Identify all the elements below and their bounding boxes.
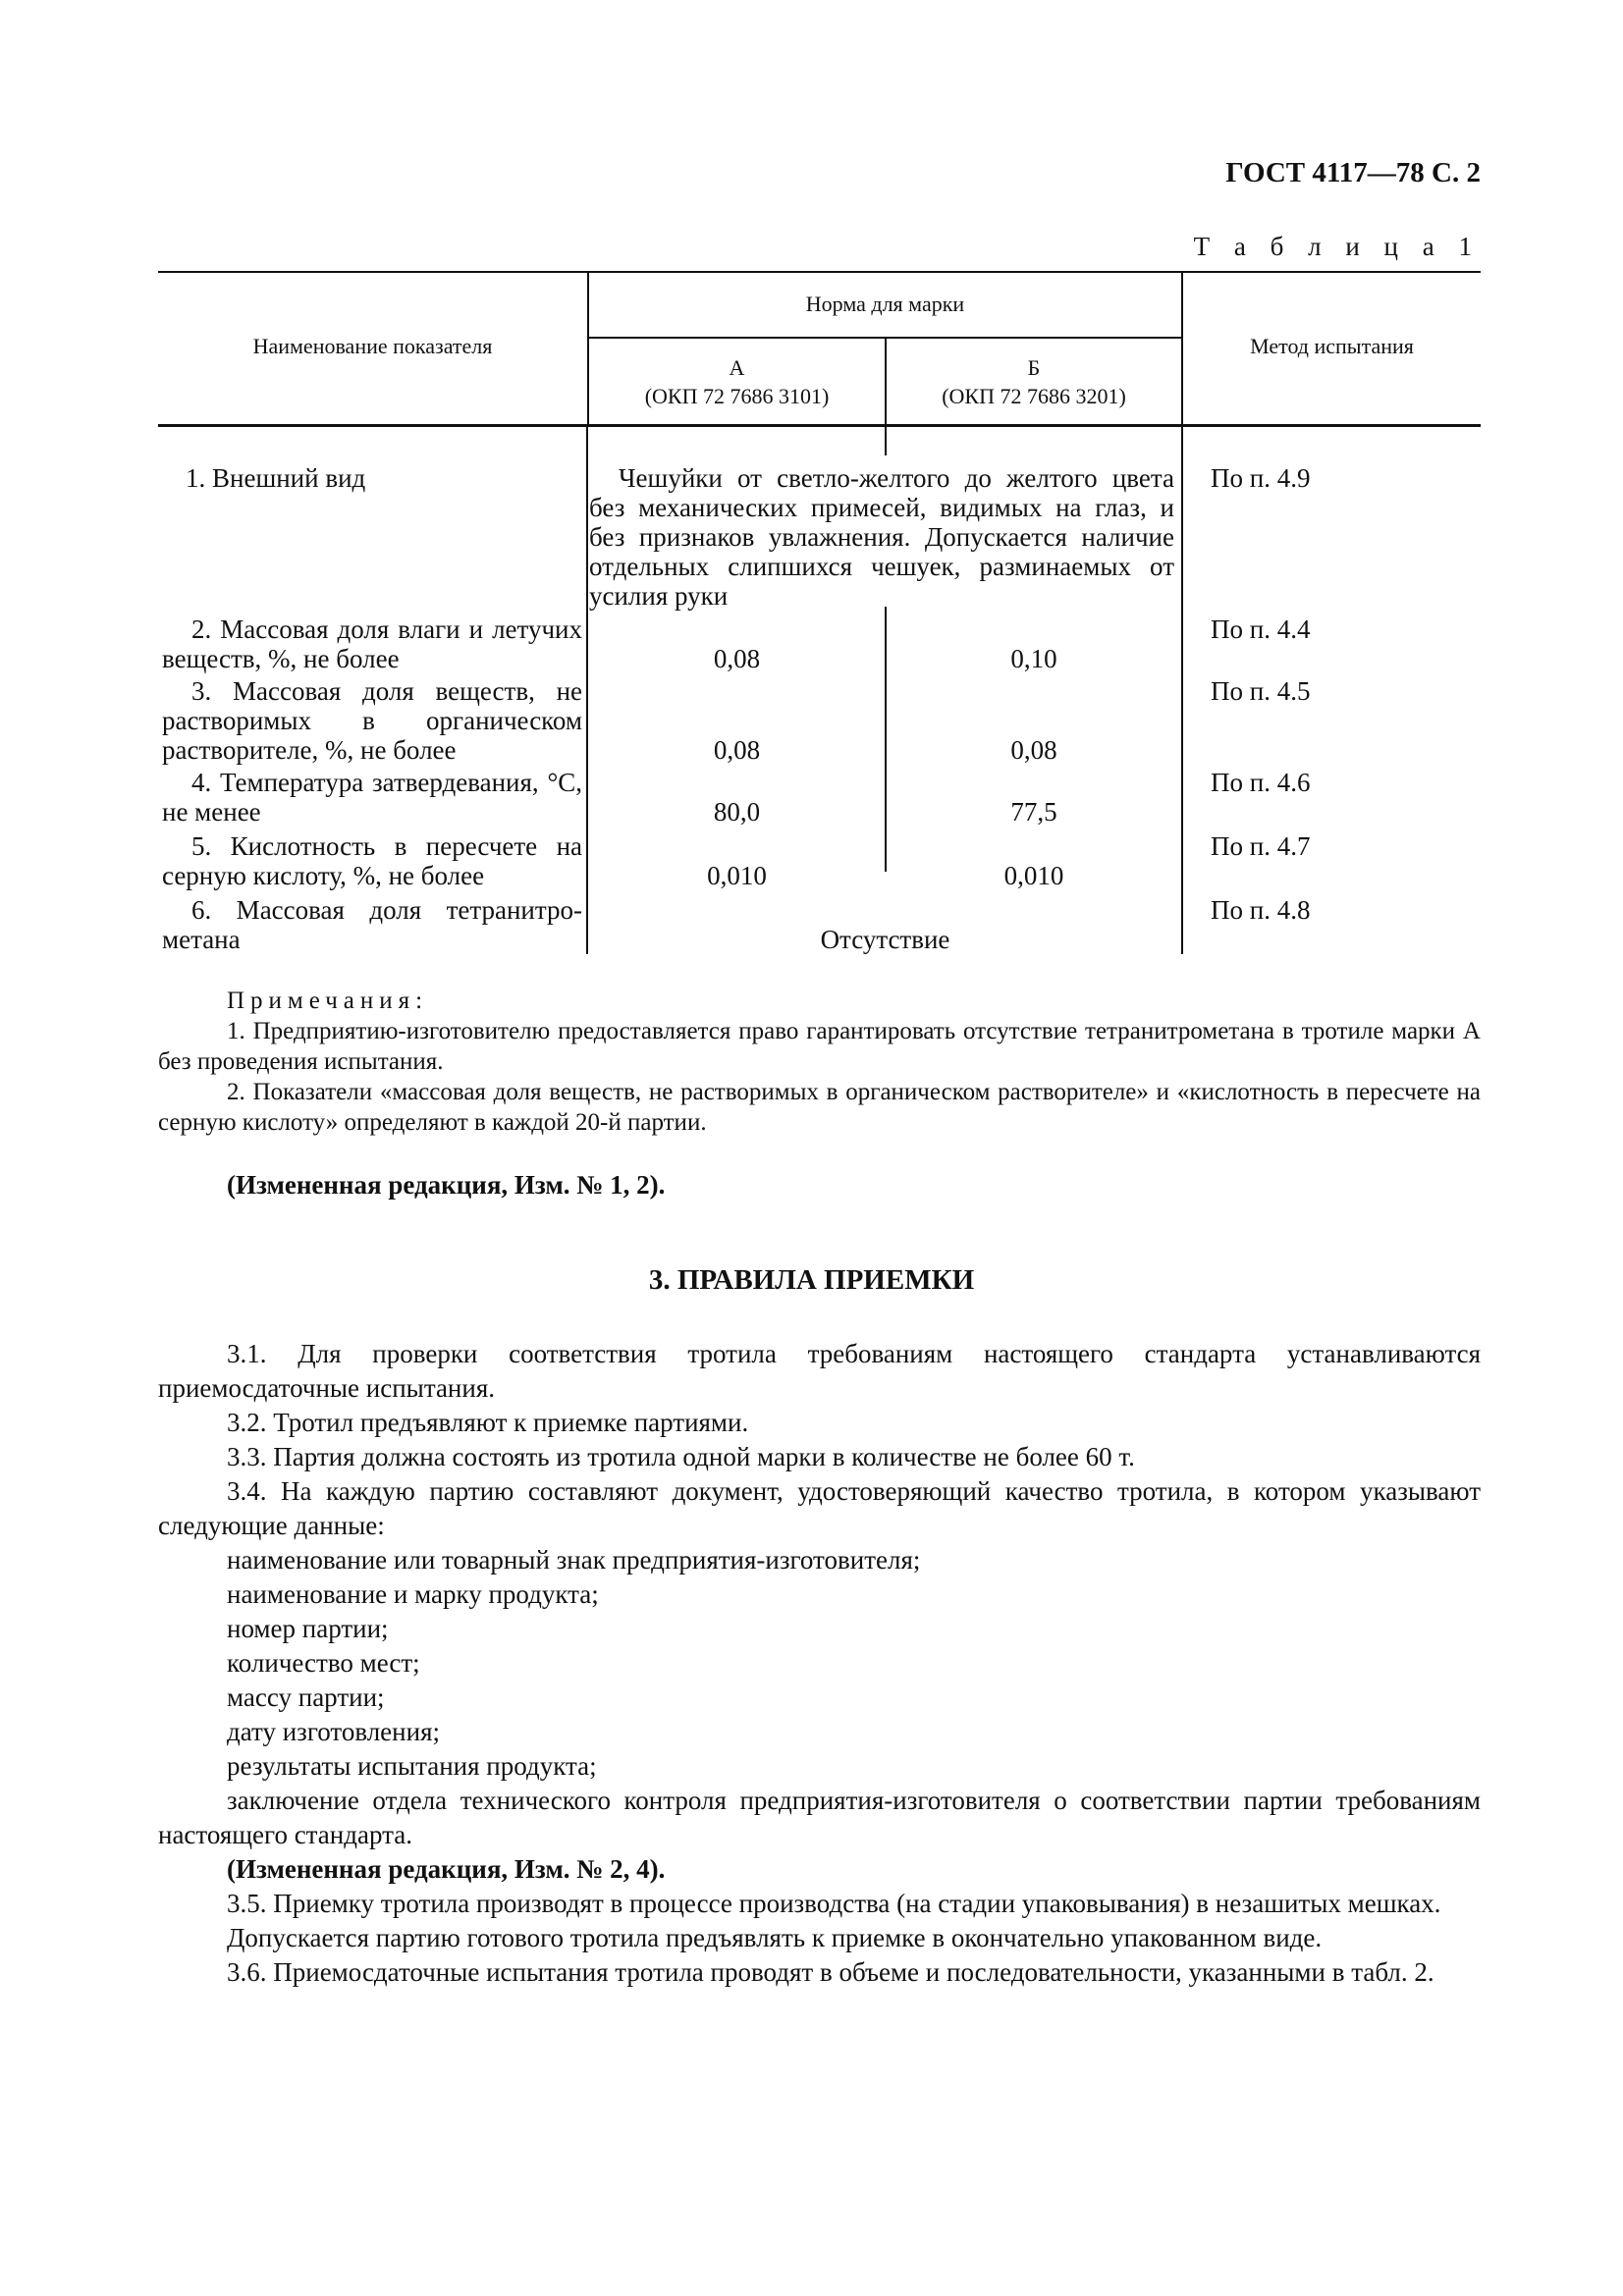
row3-value-a: 0,08 [713, 735, 761, 765]
header-norm: Норма для марки [805, 292, 965, 316]
header-indicator-name: Наименование показателя [252, 334, 493, 358]
row4-value-a: 80,0 [713, 797, 761, 827]
vrule-method-body [1181, 424, 1183, 954]
row3-value-b: 0,08 [1010, 735, 1057, 765]
clause-3-4: 3.4. На каждую партию составляют документ, удостоверяющий качество тротила, в котором указывают следующие данные: [158, 1476, 1481, 1540]
table-caption: Т а б л и ц а 1 [1193, 232, 1481, 261]
row1-description: Чешуйки от светло-желтого до желтого цвета без механических примесей, видимых на глаз, и без признаков увлажнения. Допускается наличие отдельных слипшихся чешуек, разминаемых от усилия руки [589, 463, 1174, 611]
grade-b-letter: Б [1027, 355, 1041, 380]
grade-a-letter: А [729, 355, 745, 380]
row3-method: По п. 4.5 [1211, 676, 1311, 706]
row6-name: 6. Массовая доля тетранитро-метана [162, 895, 582, 954]
list-item: номер партии; [227, 1614, 389, 1643]
clause-3-5: 3.5. Приемку тротила производят в процессе производства (на стадии упаковывания) в незашитых мешках. [227, 1889, 1441, 1918]
clause-3-1: 3.1. Для проверки соответствия тротила требованиям настоящего стандарта устанавливаются приемосдаточные испытания. [158, 1339, 1481, 1403]
row1-method: По п. 4.9 [1211, 463, 1311, 493]
table-top-rule [158, 271, 1481, 273]
clause-3-6: 3.6. Приемосдаточные испытания тротила проводят в объеме и последовательности, указанными в табл. 2. [227, 1957, 1434, 1987]
row5-value-b: 0,010 [1003, 861, 1064, 890]
amendment-note-2: (Измененная редакция, Изм. № 2, 4). [227, 1854, 666, 1884]
list-item: наименование или товарный знак предприятия-изготовителя; [227, 1545, 921, 1575]
header-grade-a [589, 353, 885, 410]
header-method: Метод испытания [1250, 334, 1414, 358]
vrule-name-body [586, 424, 588, 954]
note-2: 2. Показатели «массовая доля веществ, не растворимых в органическом растворителе» и «кислотность в пересчете на серную кислоту» определяют в каждой 20-й партии. [158, 1079, 1481, 1136]
list-item: заключение отдела технического контроля предприятия-изготовителя о соответствии партии требованиям настоящего стандарта. [158, 1786, 1481, 1849]
specs-table [158, 271, 1481, 954]
row3-name: 3. Массовая доля веществ, не растворимых в органическом растворителе, %, не более [162, 676, 582, 765]
row5-name: 5. Кислотность в пересчете на серную кислоту, %, не более [162, 831, 582, 890]
header-grade-b [887, 353, 1181, 410]
notes-title: Примечания: [227, 988, 429, 1014]
list-item: дату изготовления; [227, 1717, 440, 1746]
table-notes [158, 986, 1481, 1138]
note-1: 1. Предприятию-изготовителю предоставляется право гарантировать отсутствие тетранитрометана в тротиле марки А без проведения испытания. [158, 1018, 1481, 1075]
amendment-note-1: (Измененная редакция, Изм. № 1, 2). [227, 1170, 666, 1200]
grade-a-code: (ОКП 72 7686 3101) [644, 384, 830, 408]
row2-method: По п. 4.4 [1211, 614, 1311, 644]
row6-value: Отсутствие [820, 925, 950, 954]
list-item: количество мест; [227, 1648, 420, 1678]
clause-3-3: 3.3. Партия должна состоять из тротила одной марки в количестве не более 60 т. [227, 1442, 1135, 1471]
clause-3-5-note: Допускается партию готового тротила предъявлять к приемке в окончательно упакованном виде. [227, 1923, 1323, 1952]
row6-method: По п. 4.8 [1211, 895, 1311, 925]
row4-method: По п. 4.6 [1211, 768, 1311, 797]
row2-name: 2. Массовая доля влаги и летучих веществ, %, не более [162, 614, 582, 673]
row4-value-b: 77,5 [1010, 797, 1057, 827]
row5-method: По п. 4.7 [1211, 831, 1311, 861]
grade-b-code: (ОКП 72 7686 3201) [942, 384, 1126, 408]
clause-3-2: 3.2. Тротил предъявляют к приемке партиями. [227, 1408, 749, 1437]
row2-value-b: 0,10 [1010, 644, 1057, 673]
row1-name: 1. Внешний вид [186, 463, 366, 493]
section-title: 3. ПРАВИЛА ПРИЕМКИ [648, 1264, 975, 1296]
vrule-ab-stub [885, 424, 887, 455]
section-3-body [158, 1337, 1481, 1990]
list-item: результаты испытания продукта; [227, 1751, 597, 1781]
list-item: массу партии; [227, 1682, 385, 1712]
table-header-rule [158, 424, 1481, 427]
row4-name: 4. Температура затвердевания, °С, не менее [162, 768, 582, 827]
list-item: наименование и марку продукта; [227, 1579, 599, 1609]
row5-value-a: 0,010 [707, 861, 767, 890]
page-header: ГОСТ 4117—78 С. 2 [1225, 157, 1481, 188]
row2-value-a: 0,08 [713, 644, 761, 673]
